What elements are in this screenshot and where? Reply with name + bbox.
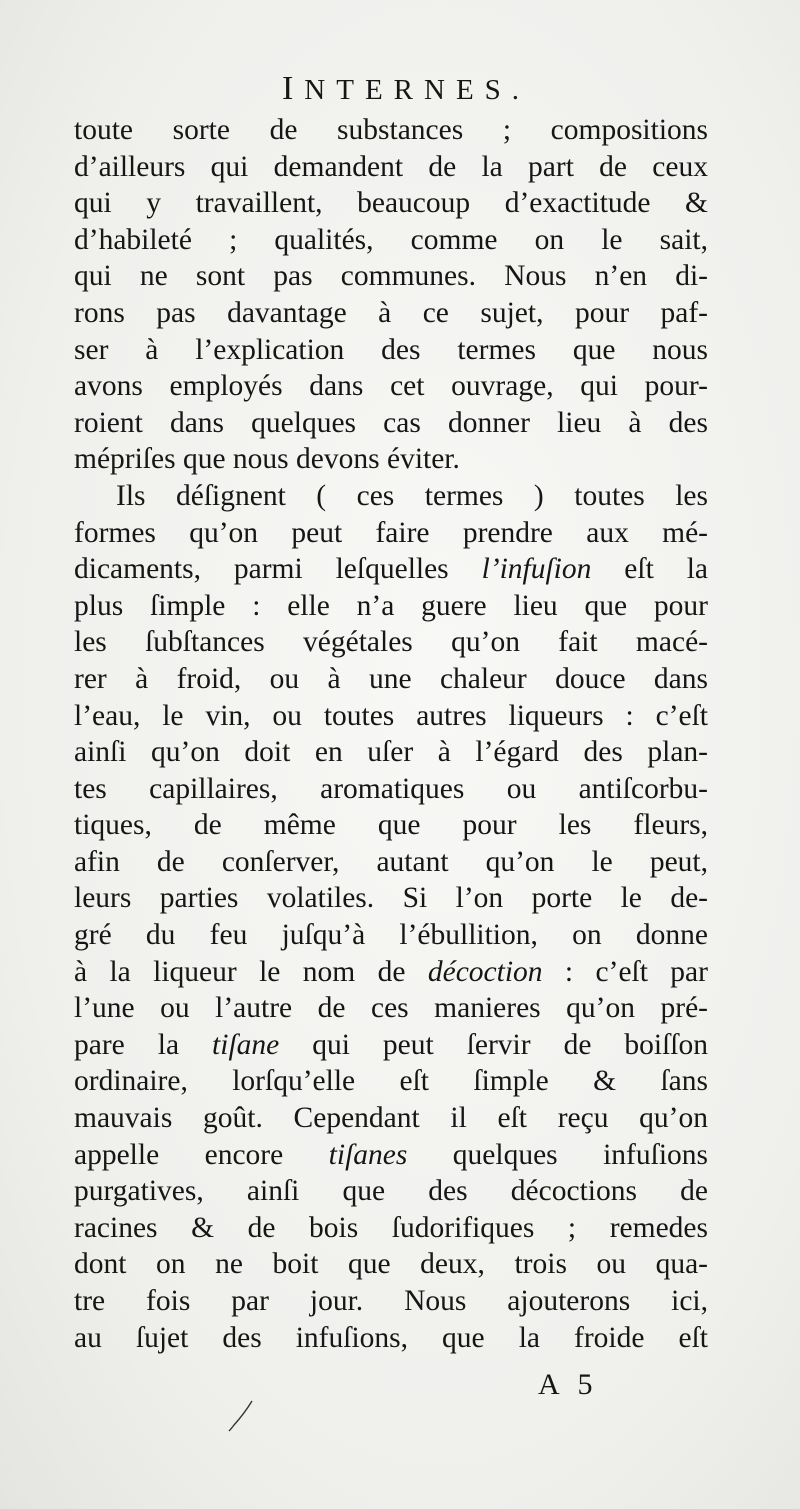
text-line bbox=[74, 771, 708, 808]
text-segment: mépriſes que nous devons éviter. bbox=[74, 443, 460, 476]
text-line bbox=[74, 588, 708, 625]
text-line bbox=[74, 1063, 708, 1100]
text-segment: purgatives, ainſi que des décoctions de bbox=[74, 1175, 708, 1208]
text-line bbox=[74, 807, 708, 844]
text-line bbox=[74, 185, 708, 222]
text-segment: formes qu’on peut faire prendre aux mé- bbox=[74, 516, 708, 549]
text-segment: ser à l’explication des termes que nous bbox=[74, 333, 708, 366]
running-head: INTERNES. bbox=[281, 70, 531, 107]
text-segment: rer à froid, ou à une chaleur douce dans bbox=[74, 662, 708, 695]
text-line bbox=[74, 441, 708, 478]
body-text bbox=[74, 112, 708, 1356]
text-line bbox=[74, 1027, 708, 1064]
text-line bbox=[74, 1246, 708, 1283]
text-segment: à la liqueur le nom de bbox=[74, 955, 428, 988]
text-line bbox=[74, 1283, 708, 1320]
text-line bbox=[74, 844, 708, 881]
text-segment: pare la bbox=[74, 1028, 213, 1061]
text-segment: Ils déſignent ( ces termes ) toutes les bbox=[116, 479, 708, 512]
text-line bbox=[74, 1173, 708, 1210]
text-segment: : c’eſt par bbox=[542, 955, 708, 988]
text-segment: leurs parties volatiles. Si l’on porte le de- bbox=[74, 882, 708, 915]
text-line bbox=[74, 515, 708, 552]
text-line bbox=[74, 258, 708, 295]
text-line bbox=[74, 149, 708, 186]
text-segment: eſt la bbox=[591, 553, 708, 586]
text-line bbox=[74, 551, 708, 588]
text-line bbox=[74, 1137, 708, 1174]
text-line bbox=[74, 954, 708, 991]
text-line bbox=[74, 698, 708, 735]
text-segment: afin de conſerver, autant qu’on le peut, bbox=[74, 845, 708, 878]
text-segment: tre fois par jour. Nous ajouterons ici, bbox=[74, 1285, 708, 1317]
text-line bbox=[74, 661, 708, 698]
text-line bbox=[74, 222, 708, 259]
text-segment: d’ailleurs qui demandent de la part de ceux bbox=[74, 150, 708, 183]
text-segment: rons pas davantage à ce sujet, pour paf- bbox=[74, 296, 708, 329]
italic-term: l’infuſion bbox=[481, 553, 592, 586]
text-segment: racines & de bois ſudorifiques ; remedes bbox=[74, 1211, 708, 1244]
text-segment: quelques infuſions bbox=[407, 1138, 708, 1171]
text-line bbox=[74, 734, 708, 771]
text-segment: avons employés dans cet ouvrage, qui pour- bbox=[74, 370, 708, 403]
text-segment: plus ſimple : elle n’a guere lieu que pour bbox=[74, 589, 708, 622]
text-segment: au ſujet des infuſions, que la froide eſt bbox=[74, 1321, 708, 1354]
text-segment: qui peut ſervir de boiſſon bbox=[279, 1028, 708, 1061]
text-segment: d’habileté ; qualités, comme on le sait, bbox=[74, 223, 708, 256]
italic-term: tiſane bbox=[212, 1028, 280, 1061]
text-segment: mauvais goût. Cependant il eſt reçu qu’on bbox=[74, 1102, 708, 1135]
text-line bbox=[74, 295, 708, 332]
text-segment: qui y travaillent, beaucoup d’exactitude & bbox=[74, 187, 708, 220]
text-segment: l’eau, le vin, ou toutes autres liqueurs : c’eſt bbox=[74, 699, 708, 732]
text-line bbox=[74, 1210, 708, 1247]
text-segment: gré du feu juſqu’à l’ébullition, on donne bbox=[74, 919, 708, 952]
text-line bbox=[74, 1100, 708, 1137]
text-segment: ordinaire, lorſqu’elle eſt ſimple & ſans bbox=[74, 1065, 708, 1098]
signature-mark: A 5 bbox=[538, 1368, 599, 1401]
text-segment: dont on ne boit que deux, trois ou qua- bbox=[74, 1248, 708, 1281]
text-segment: l’une ou l’autre de ces manieres qu’on pré- bbox=[74, 992, 708, 1025]
ink-stroke-mark bbox=[226, 1398, 256, 1434]
text-segment: tiques, de même que pour les fleurs, bbox=[74, 809, 708, 842]
text-segment: les ſubſtances végétales qu’on fait macé- bbox=[74, 626, 708, 659]
text-line bbox=[74, 368, 708, 405]
italic-term: tiſanes bbox=[328, 1138, 408, 1171]
italic-term: décoction bbox=[427, 955, 543, 988]
text-line bbox=[74, 990, 708, 1027]
text-segment: toute sorte de substances ; compositions bbox=[74, 114, 708, 146]
text-line bbox=[74, 880, 708, 917]
text-segment: dicaments, parmi leſquelles bbox=[74, 553, 482, 586]
text-line bbox=[74, 405, 708, 442]
text-line bbox=[74, 332, 708, 369]
text-segment: appelle encore bbox=[74, 1138, 329, 1171]
text-line bbox=[74, 917, 708, 954]
text-line bbox=[74, 478, 708, 515]
text-segment: ainſi qu’on doit en uſer à l’égard des plan- bbox=[74, 736, 708, 769]
text-segment: tes capillaires, aromatiques ou antiſcorbu- bbox=[74, 772, 708, 805]
text-line bbox=[74, 1320, 708, 1357]
text-line bbox=[74, 112, 708, 149]
text-segment: roient dans quelques cas donner lieu à des bbox=[74, 406, 708, 439]
text-line bbox=[74, 624, 708, 661]
text-segment: qui ne sont pas communes. Nous n’en di- bbox=[74, 260, 708, 293]
